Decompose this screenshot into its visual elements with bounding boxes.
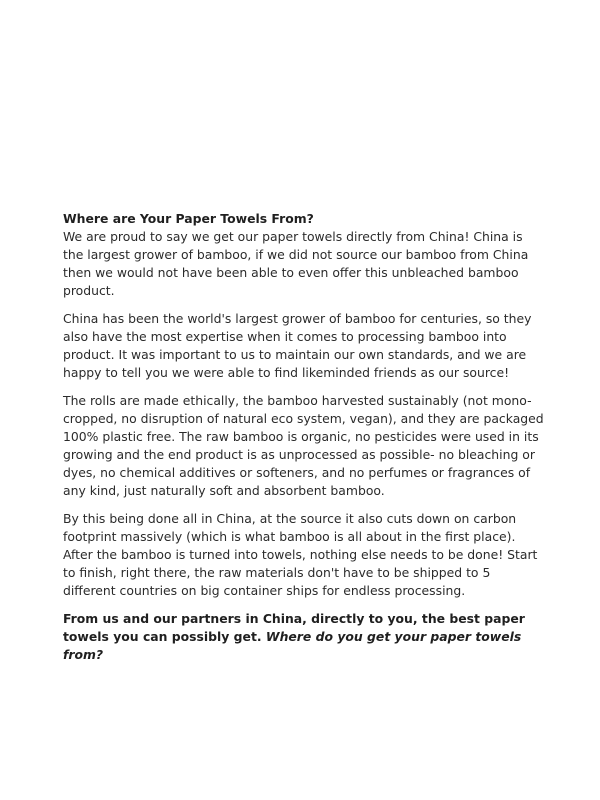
paragraph-carbon-footprint: By this being done all in China, at the source it also cuts down on carbon footprint massively (which is what bamboo is all about in the first place). After the bamboo is turned into towels, nothing else needs to be done! Start to finish, right there, the raw materials don't have to be shipped to 5 different countries on big container ships for endless processing. [63,511,538,598]
article-heading: Where are Your Paper Towels From? [63,211,314,226]
closing-statement [63,610,545,664]
closing-question: Where do you get your paper towels from? [63,629,522,662]
paragraph-expertise: China has been the world's largest grower of bamboo for centuries, so they also have the most expertise when it comes to processing bamboo into product. It was important to us to maintain our own standards, and we are happy to tell you we were able to find likeminded friends as our source! [63,311,532,380]
closing-bold-text: From us and our partners in China, directly to you, the best paper towels you can possibly get. [63,611,525,644]
paragraph-ethics: The rolls are made ethically, the bamboo harvested sustainably (not mono-cropped, no disruption of natural eco system, vegan), and they are packaged 100% plastic free. The raw bamboo is organic, no pesticides were used in its growing and the end product is as unprocessed as possible- no bleaching or dyes, no chemical additives or softeners, and no perfumes or fragrances of any kind, just naturally soft and absorbent bamboo. [63,393,544,498]
paragraph-sourcing: We are proud to say we get our paper towels directly from China! China is the largest grower of bamboo, if we did not source our bamboo from China then we would not have been able to even offer this unbleached bamboo product. [63,229,529,298]
article [63,210,545,664]
